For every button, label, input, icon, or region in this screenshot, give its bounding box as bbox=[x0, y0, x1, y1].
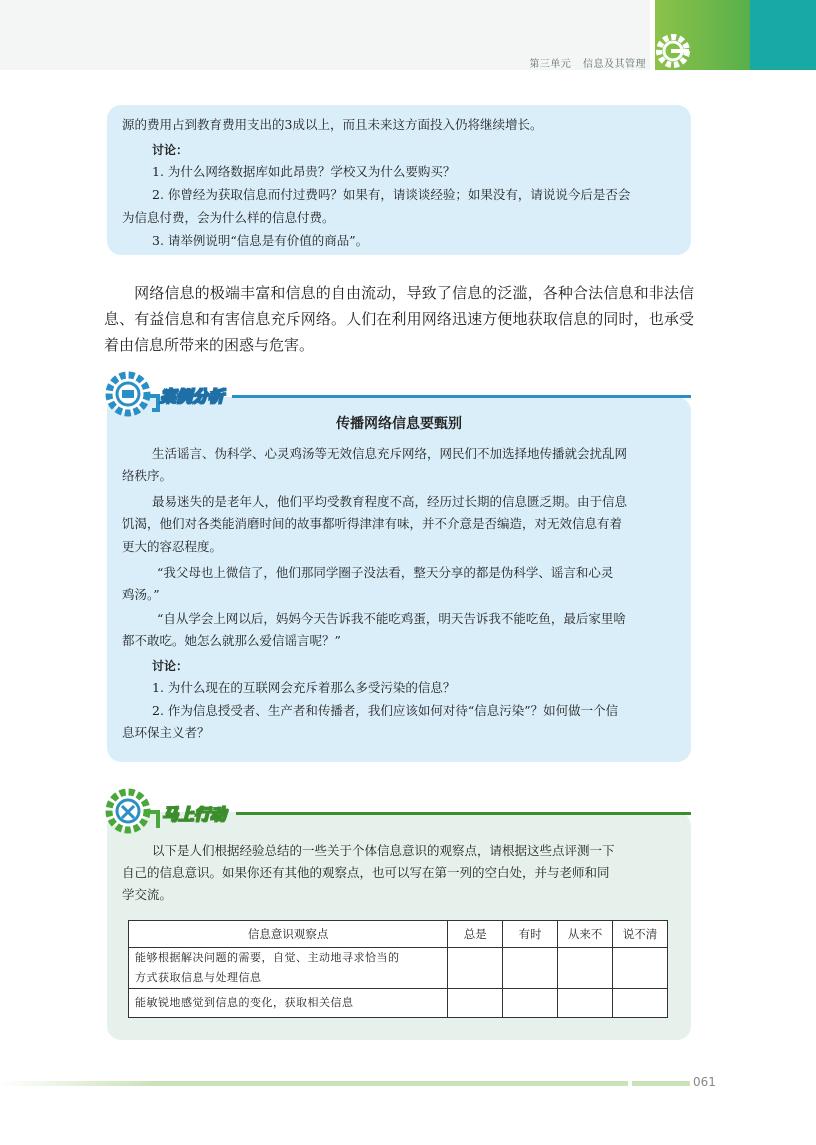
case-p1-cont: 络秩序。 bbox=[122, 468, 173, 483]
observation-cell bbox=[129, 989, 448, 1018]
header-teal-block bbox=[750, 0, 816, 70]
case-p2: 最易迷失的是老年人，他们平均受教育程度不高，经历过长期的信息匮乏期。由于信息 bbox=[152, 494, 628, 509]
case-question-2-cont: 息环保主义者？ bbox=[122, 725, 210, 740]
box1-question-1: 1. 为什么网络数据库如此昂贵？学校又为什么要购买？ bbox=[152, 164, 456, 179]
box1-text: 源的费用占到教育费用支出的3成以上，而且未来这方面投入仍将继续增长。 bbox=[122, 117, 543, 132]
observation-text: 能够根据解决问题的需要，自觉、主动地寻求恰当的 bbox=[135, 951, 400, 964]
action-intro: 以下是人们根据经验总结的一些关于个体信息意识的观察点，请根据这些点评测一下 bbox=[152, 843, 615, 858]
rating-cell[interactable] bbox=[503, 948, 558, 989]
case-quote-1: “我父母也上微信了，他们那同学圈子没法看，整天分享的都是伪科学、谣言和心灵 bbox=[157, 565, 614, 580]
column-header: 有时 bbox=[503, 921, 558, 948]
action-intro-end: 学交流。 bbox=[122, 887, 173, 902]
footer-rule bbox=[0, 1081, 628, 1086]
case-p2-end: 更大的容忍程度。 bbox=[122, 539, 223, 554]
case-p1: 生活谣言、伪科学、心灵鸡汤等无效信息充斥网络，网民们不加选择地传播就会扰乱网 bbox=[152, 446, 628, 461]
unit-title: 信息及其管理 bbox=[583, 59, 646, 70]
observation-text: 能敏锐地感觉到信息的变化，获取相关信息 bbox=[135, 996, 354, 1009]
action-gear-icon bbox=[104, 784, 160, 838]
box1-question-3: 3. 请举例说明“信息是有价值的商品”。 bbox=[152, 233, 369, 248]
case-discussion-label: 讨论： bbox=[152, 659, 189, 673]
page-number: 061 bbox=[693, 1075, 716, 1089]
rating-cell[interactable] bbox=[448, 989, 503, 1018]
box1-question-2: 2. 你曾经为获取信息而付过费吗？如果有，请谈谈经验；如果没有，请说说今后是否会 bbox=[152, 187, 631, 202]
column-header: 信息意识观察点 bbox=[129, 921, 448, 948]
rating-cell[interactable] bbox=[503, 989, 558, 1018]
unit-label: 第三单元 bbox=[529, 59, 572, 70]
case-quote-2: “自从学会上网以后，妈妈今天告诉我不能吃鸡蛋，明天告诉我不能吃鱼，最后家里啥 bbox=[157, 611, 626, 626]
box1-question-2-cont: 为信息付费，会为什么样的信息付费。 bbox=[122, 210, 335, 225]
rating-cell[interactable] bbox=[558, 989, 613, 1018]
action-banner-line bbox=[236, 812, 691, 815]
case-question-2: 2. 作为信息授受者、生产者和传播者，我们应该如何对待“信息污染”？如何做一个信 bbox=[152, 703, 619, 718]
observation-cell bbox=[129, 948, 448, 989]
table-header-row bbox=[129, 921, 668, 948]
gear-logo-icon bbox=[652, 30, 694, 72]
case-title: 传播网络信息要甄别 bbox=[336, 416, 462, 432]
case-p2-cont: 饥渴，他们对各类能消磨时间的故事都听得津津有味，并不介意是否编造，对无效信息有着 bbox=[122, 516, 623, 531]
rating-cell[interactable] bbox=[448, 948, 503, 989]
column-header: 从来不 bbox=[558, 921, 613, 948]
footer-rule-end bbox=[632, 1081, 690, 1086]
table-row bbox=[129, 989, 668, 1018]
table-row bbox=[129, 948, 668, 989]
action-banner: 马上行动 bbox=[162, 805, 227, 824]
observation-text-cont: 方式获取信息与处理信息 bbox=[135, 971, 262, 984]
case-question-1: 1. 为什么现在的互联网会充斥着那么多受污染的信息？ bbox=[152, 680, 456, 695]
case-quote-2-cont: 都不敢吃。她怎么就那么爱信谣言呢？” bbox=[122, 633, 341, 648]
column-header: 总是 bbox=[448, 921, 503, 948]
observation-table bbox=[128, 920, 668, 1018]
case-analysis-banner: 案例分析 bbox=[160, 387, 225, 406]
rating-cell[interactable] bbox=[558, 948, 613, 989]
action-intro-cont: 自己的信息意识。如果你还有其他的观察点，也可以写在第一列的空白处，并与老师和同 bbox=[122, 865, 610, 880]
case-quote-1-cont: 鸡汤。” bbox=[122, 587, 160, 602]
running-header bbox=[521, 55, 646, 70]
case-banner-line bbox=[232, 395, 691, 398]
body-paragraph bbox=[104, 280, 694, 358]
box1-discussion-label: 讨论： bbox=[152, 143, 189, 157]
body-paragraph-text: 网络信息的极端丰富和信息的自由流动，导致了信息的泛滥，各种合法信息和非法信息、有益信息和有害信息充斥网络。人们在利用网络迅速方便地获取信息的同时，也承受着由信息所带来的困惑与危害。 bbox=[104, 284, 694, 354]
rating-cell[interactable] bbox=[613, 948, 668, 989]
rating-cell[interactable] bbox=[613, 989, 668, 1018]
column-header: 说不清 bbox=[613, 921, 668, 948]
